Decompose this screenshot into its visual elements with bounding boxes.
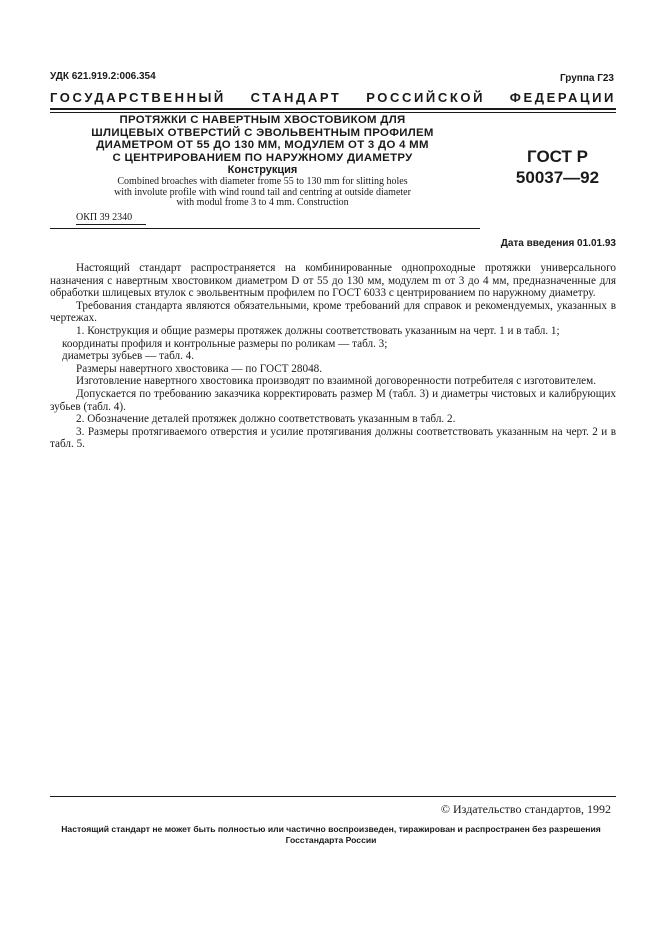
gost-designation (505, 146, 610, 188)
udk-code: УДК 621.919.2:006.354 (50, 71, 156, 82)
reproduction-notice (40, 824, 622, 846)
paragraph: Изготовление навертного хвостовика производят по взаимной договоренности потребителя с изготовителем. (76, 375, 597, 388)
paragraph: координаты профиля и контрольные размеры по роликам — табл. 3; (62, 337, 388, 350)
footer-divider (50, 796, 616, 797)
document-subtitle: Конструкция (227, 164, 298, 176)
title-line: ПРОТЯЖКИ С НАВЕРТНЫМ ХВОСТОВИКОМ ДЛЯ (119, 114, 406, 126)
publisher-copyright: © Издательство стандартов, 1992 (440, 802, 611, 816)
title-line: С ЦЕНТРИРОВАНИЕМ ПО НАРУЖНОМУ ДИАМЕТРУ (112, 151, 413, 164)
paragraph: Требования стандарта являются обязательными, кроме требований для справок и рекомендуемых, указанных в чертежах. (50, 299, 616, 325)
english-title-line: with involute profile with wind round tail and centring at outside diameter (114, 186, 411, 198)
paragraph: диаметры зубьев — табл. 4. (62, 350, 195, 363)
header-divider (50, 228, 480, 229)
paragraph: 2. Обозначение деталей протяжек должно соответствовать указанным в табл. 2. (76, 413, 456, 426)
body-text (50, 262, 616, 451)
notice-line: Госстандарта России (285, 835, 377, 845)
paragraph: Настоящий стандарт распространяется на комбинированные однопроходные протяжки универсального назначения с навертным хвостовиком диаметром D от 55 до 130 мм, модулем m от 3 до 4 мм, предназначенные для обработки шлицевых втулок с эвольвентным профилем по ГОСТ 6033 с центрированием по наружному диаметру. (50, 262, 616, 300)
paragraph: 1. Конструкция и общие размеры протяжек должны соответствовать указанным на черт. 1 и в табл. 1; (76, 324, 560, 337)
okp-code: ОКП 39 2340 (76, 212, 133, 223)
banner-word: СТАНДАРТ (250, 90, 342, 105)
banner-rule-thick (50, 108, 616, 110)
paragraph: 3. Размеры протягиваемого отверстия и усилие протягивания должны соответствовать указанным на черт. 2 и в табл. 5. (50, 425, 616, 451)
english-title (60, 177, 465, 209)
gost-label: ГОСТ Р (527, 147, 588, 166)
group-code: Группа Г23 (559, 73, 614, 84)
title-line: ДИАМЕТРОМ ОТ 55 ДО 130 ММ, МОДУЛЕМ ОТ 3 ДО 4 ММ (96, 139, 429, 152)
paragraph: Допускается по требованию заказчика корректировать размер М (табл. 3) и диаметры чистовых и калибрующих зубьев (табл. 4). (50, 387, 616, 413)
introduction-date: Дата введения 01.01.93 (500, 238, 616, 249)
banner-word: ФЕДЕРАЦИИ (509, 90, 616, 105)
paragraph: Размеры навертного хвостовика — по ГОСТ 28048. (76, 362, 323, 375)
title-line: ШЛИЦЕВЫХ ОТВЕРСТИЙ С ЭВОЛЬВЕНТНЫМ ПРОФИЛЕМ (91, 126, 434, 139)
english-title-line: Combined broaches with diameter frome 55 to 130 mm for slitting holes (117, 176, 408, 187)
document-title (60, 114, 465, 164)
banner-word: РОССИЙСКОЙ (366, 90, 486, 105)
english-title-line: with modul frome 3 to 4 mm. Construction (176, 197, 349, 208)
gost-number: 50037—92 (515, 168, 600, 187)
okp-underline (76, 224, 146, 225)
standard-banner (50, 90, 616, 105)
notice-line: Настоящий стандарт не может быть полностью или частично воспроизведен, тиражирован и распространен без разрешения (61, 824, 601, 834)
banner-word: ГОСУДАРСТВЕННЫЙ (50, 90, 226, 105)
banner-rule-thin (50, 112, 616, 113)
